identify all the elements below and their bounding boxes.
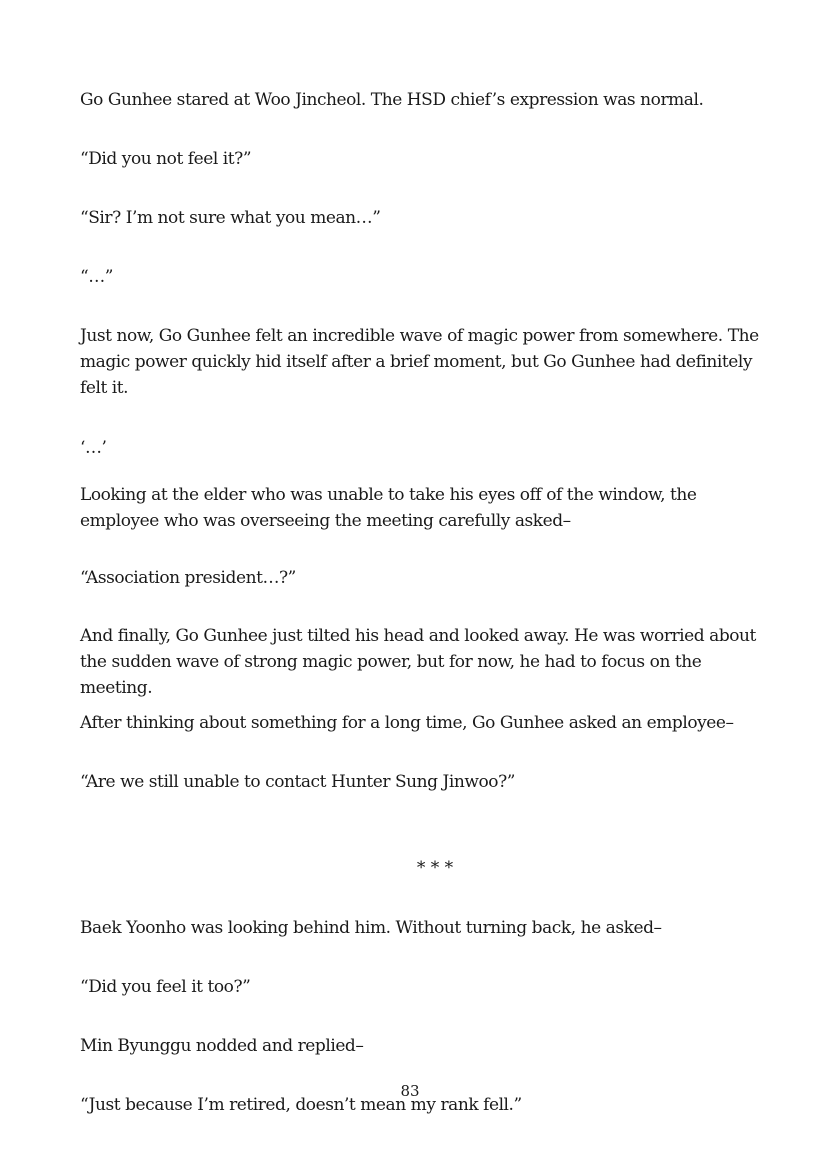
paragraph: “Association president…?” xyxy=(80,568,296,588)
paragraph: Min Byunggu nodded and replied– xyxy=(80,1036,364,1056)
page-number: 83 xyxy=(400,1082,420,1100)
paragraph: Just now, Go Gunhee felt an incredible wave of magic power from somewhere. The magic power quickly hid itself after a brief moment, but Go Gunhee had definitely felt it. xyxy=(80,326,759,398)
paragraph: “Did you feel it too?” xyxy=(80,977,251,997)
scene-break: * * * xyxy=(416,858,454,878)
paragraph: And finally, Go Gunhee just tilted his head and looked away. He was worried about the sudden wave of strong magic power, but for now, he had to focus on the meeting. xyxy=(80,626,756,698)
paragraph: “Sir? I’m not sure what you mean…” xyxy=(80,208,381,228)
paragraph: ‘…’ xyxy=(80,438,107,458)
paragraph: Baek Yoonho was looking behind him. Without turning back, he asked– xyxy=(80,918,662,938)
paragraph: After thinking about something for a long time, Go Gunhee asked an employee– xyxy=(80,713,734,733)
paragraph: Looking at the elder who was unable to take his eyes off of the window, the employee who was overseeing the meeting carefully asked– xyxy=(80,485,697,531)
paragraph: “Just because I’m retired, doesn’t mean my rank fell.” xyxy=(80,1095,522,1115)
paragraph: “Are we still unable to contact Hunter Sung Jinwoo?” xyxy=(80,772,515,792)
paragraph: “…” xyxy=(80,267,114,287)
paragraph: Go Gunhee stared at Woo Jincheol. The HSD chief’s expression was normal. xyxy=(80,90,704,110)
paragraph: “Did you not feel it?” xyxy=(80,149,252,169)
